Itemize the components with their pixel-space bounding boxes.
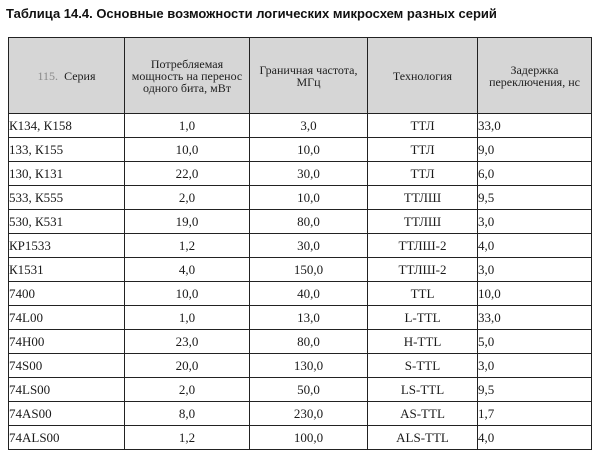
cell-technology: TTL bbox=[368, 282, 478, 306]
cell-power: 20,0 bbox=[125, 354, 250, 378]
table-row bbox=[9, 210, 592, 234]
table-row bbox=[9, 138, 592, 162]
cell-power: 10,0 bbox=[125, 138, 250, 162]
table-body bbox=[9, 114, 592, 450]
table-row bbox=[9, 402, 592, 426]
cell-delay: 3,0 bbox=[478, 258, 592, 282]
header-frequency: Граничная частота, МГц bbox=[250, 38, 368, 114]
header-series-prefix: 115. bbox=[37, 68, 59, 83]
cell-technology: ТТЛШ bbox=[368, 186, 478, 210]
cell-frequency: 10,0 bbox=[250, 138, 368, 162]
cell-series: 533, К555 bbox=[9, 186, 125, 210]
cell-frequency: 40,0 bbox=[250, 282, 368, 306]
cell-frequency: 80,0 bbox=[250, 210, 368, 234]
cell-technology: ТТЛ bbox=[368, 114, 478, 138]
table-row bbox=[9, 114, 592, 138]
cell-delay: 9,5 bbox=[478, 378, 592, 402]
table-row bbox=[9, 234, 592, 258]
cell-frequency: 230,0 bbox=[250, 402, 368, 426]
cell-delay: 3,0 bbox=[478, 354, 592, 378]
cell-frequency: 30,0 bbox=[250, 234, 368, 258]
header-series bbox=[9, 38, 125, 114]
cell-frequency: 10,0 bbox=[250, 186, 368, 210]
table-row bbox=[9, 354, 592, 378]
cell-series: 74S00 bbox=[9, 354, 125, 378]
table-row bbox=[9, 378, 592, 402]
cell-delay: 5,0 bbox=[478, 330, 592, 354]
table-row bbox=[9, 282, 592, 306]
table-caption: Таблица 14.4. Основные возможности логических микросхем разных серий bbox=[6, 6, 497, 21]
cell-technology: AS-TTL bbox=[368, 402, 478, 426]
cell-delay: 33,0 bbox=[478, 114, 592, 138]
cell-technology: H-TTL bbox=[368, 330, 478, 354]
cell-frequency: 50,0 bbox=[250, 378, 368, 402]
cell-frequency: 150,0 bbox=[250, 258, 368, 282]
cell-power: 19,0 bbox=[125, 210, 250, 234]
table-row bbox=[9, 162, 592, 186]
cell-technology: L-TTL bbox=[368, 306, 478, 330]
table-row bbox=[9, 306, 592, 330]
table-row bbox=[9, 186, 592, 210]
cell-delay: 4,0 bbox=[478, 234, 592, 258]
cell-power: 22,0 bbox=[125, 162, 250, 186]
cell-delay: 3,0 bbox=[478, 210, 592, 234]
table-header bbox=[9, 38, 592, 114]
cell-power: 1,2 bbox=[125, 426, 250, 450]
cell-series: 74H00 bbox=[9, 330, 125, 354]
cell-technology: S-TTL bbox=[368, 354, 478, 378]
logic-series-table bbox=[8, 37, 592, 450]
cell-series: К134, К158 bbox=[9, 114, 125, 138]
cell-delay: 9,0 bbox=[478, 138, 592, 162]
cell-technology: ТТЛШ-2 bbox=[368, 234, 478, 258]
header-series-label: Серия bbox=[64, 68, 96, 83]
cell-series: 133, К155 bbox=[9, 138, 125, 162]
table-row bbox=[9, 258, 592, 282]
cell-power: 2,0 bbox=[125, 378, 250, 402]
cell-frequency: 3,0 bbox=[250, 114, 368, 138]
cell-delay: 4,0 bbox=[478, 426, 592, 450]
cell-frequency: 13,0 bbox=[250, 306, 368, 330]
cell-technology: ALS-TTL bbox=[368, 426, 478, 450]
cell-series: 530, К531 bbox=[9, 210, 125, 234]
table-row bbox=[9, 426, 592, 450]
cell-delay: 10,0 bbox=[478, 282, 592, 306]
cell-series: 74ALS00 bbox=[9, 426, 125, 450]
cell-frequency: 130,0 bbox=[250, 354, 368, 378]
header-row bbox=[9, 38, 592, 114]
cell-series: 130, К131 bbox=[9, 162, 125, 186]
cell-technology: LS-TTL bbox=[368, 378, 478, 402]
cell-series: 74L00 bbox=[9, 306, 125, 330]
cell-power: 10,0 bbox=[125, 282, 250, 306]
cell-power: 1,2 bbox=[125, 234, 250, 258]
cell-technology: ТТЛ bbox=[368, 138, 478, 162]
cell-power: 23,0 bbox=[125, 330, 250, 354]
cell-power: 4,0 bbox=[125, 258, 250, 282]
cell-power: 1,0 bbox=[125, 306, 250, 330]
cell-series: 7400 bbox=[9, 282, 125, 306]
cell-technology: ТТЛШ bbox=[368, 210, 478, 234]
cell-series: К1531 bbox=[9, 258, 125, 282]
cell-power: 2,0 bbox=[125, 186, 250, 210]
cell-delay: 33,0 bbox=[478, 306, 592, 330]
cell-power: 1,0 bbox=[125, 114, 250, 138]
header-delay: Задержка переключения, нс bbox=[478, 38, 592, 114]
cell-delay: 9,5 bbox=[478, 186, 592, 210]
cell-technology: ТТЛ bbox=[368, 162, 478, 186]
cell-frequency: 30,0 bbox=[250, 162, 368, 186]
header-power: Потребляемая мощность на перенос одного бита, мВт bbox=[125, 38, 250, 114]
cell-delay: 6,0 bbox=[478, 162, 592, 186]
cell-frequency: 80,0 bbox=[250, 330, 368, 354]
cell-series: 74AS00 bbox=[9, 402, 125, 426]
cell-series: 74LS00 bbox=[9, 378, 125, 402]
cell-technology: ТТЛШ-2 bbox=[368, 258, 478, 282]
cell-frequency: 100,0 bbox=[250, 426, 368, 450]
header-technology: Технология bbox=[368, 38, 478, 114]
cell-power: 8,0 bbox=[125, 402, 250, 426]
cell-delay: 1,7 bbox=[478, 402, 592, 426]
cell-series: КР1533 bbox=[9, 234, 125, 258]
table-row bbox=[9, 330, 592, 354]
